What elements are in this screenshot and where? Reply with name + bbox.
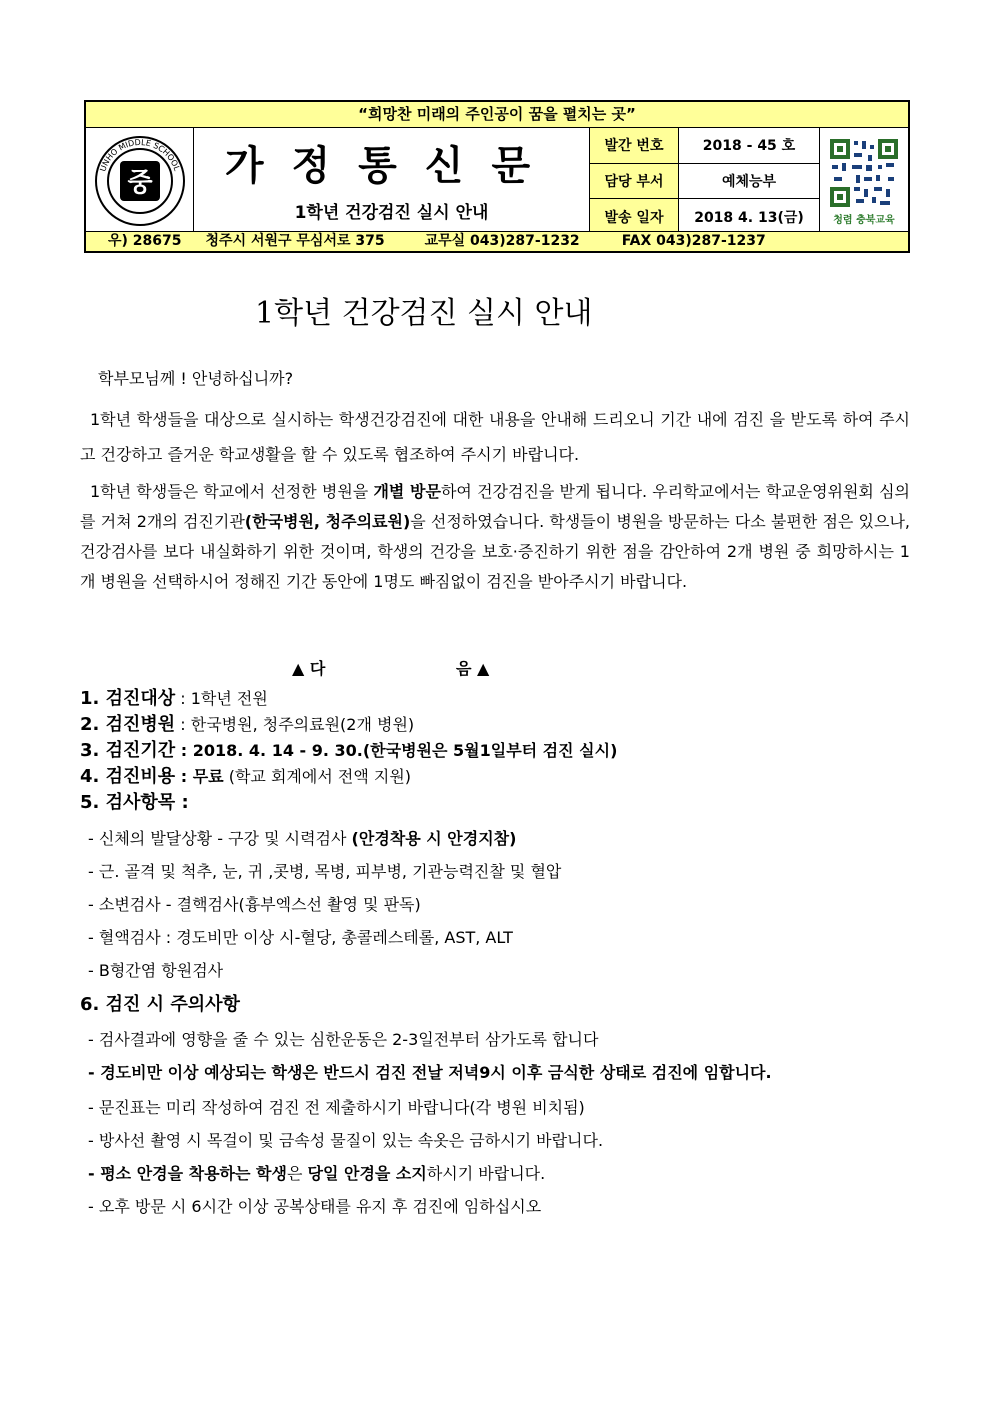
precaution-1: - 검사결과에 영향을 줄 수 있는 심한운동은 2-3일전부터 삼가도록 합니다 [88, 1030, 599, 1049]
school-emblem-icon [92, 133, 188, 229]
body-paragraphs [80, 402, 910, 597]
item-period: 3. 검진기간 : 2018. 4. 14 - 9. 30.(한국병원은 5월1일부터 검진 실시) [80, 740, 618, 761]
check-item-2: - 근. 골격 및 척추, 눈, 귀 ,콧병, 목병, 피부병, 기관능력진찰 및 혈압 [88, 862, 562, 881]
postcode: 우) 28675 [108, 233, 182, 249]
fax-number: FAX 043)287-1237 [621, 233, 766, 249]
check-item-3: - 소변검사 - 결핵검사(흉부엑스선 촬영 및 판독) [88, 895, 421, 914]
check-item-5: - B형간염 항원검사 [88, 961, 224, 980]
issue-number-label: 발간 번호 [590, 128, 679, 163]
precaution-4: - 방사선 촬영 시 목걸이 및 금속성 물질이 있는 속옷은 금하시기 바랍니다. [88, 1131, 604, 1150]
school-logo [86, 128, 194, 234]
newsletter-title: 가정통신문 [224, 142, 559, 189]
precaution-6: - 오후 방문 시 6시간 이상 공복상태를 유지 후 검진에 임하십시오 [88, 1197, 542, 1216]
department-label: 담당 부서 [590, 164, 679, 199]
check-item-4: - 혈액검사 : 경도비만 이상 시-혈당, 총콜레스테롤, AST, ALT [88, 928, 513, 947]
precaution-3: - 문진표는 미리 작성하여 검진 전 제출하시기 바랍니다(각 병원 비치됨) [88, 1098, 585, 1117]
paragraph-1: 1학년 학생들을 대상으로 실시하는 학생건강검진에 대한 내용을 안내해 드리오니 기간 내에 검진 을 받도록 하여 주시고 건강하고 즐거운 학교생활을 할 수 있도록 협조하여 주시기 바랍니다. [80, 410, 910, 464]
office-phone: 교무실 043)287-1232 [424, 233, 580, 249]
issue-info-table [590, 128, 820, 234]
qr-code-icon [828, 137, 900, 209]
check-item-1: - 신체의 발달상황 - 구강 및 시력검사 (안경착용 시 안경지참) [88, 829, 517, 848]
precaution-2: - 경도비만 이상 예상되는 학생은 반드시 검진 전날 저녁9시 이후 금식한 상태로 검진에 임합니다. [88, 1063, 772, 1082]
item-checklist: 5. 검사항목 : [80, 792, 189, 813]
item-precautions: 6. 검진 시 주의사항 [80, 994, 240, 1015]
logo-ring-text: UNHO MIDDLE SCHOOL [97, 137, 181, 173]
newsletter-header [84, 100, 910, 253]
heading-eum: 음 ▲ [456, 659, 490, 678]
issue-number-value: 2018 - 45 호 [679, 128, 820, 163]
heading-da: ▲ 다 [292, 659, 326, 678]
greeting: 학부모님께 ! 안녕하십니까? [98, 369, 294, 388]
send-date-label: 발송 일자 [590, 199, 679, 234]
qr-code [820, 128, 908, 234]
notice-items [80, 686, 920, 1223]
address: 청주시 서원구 무심서로 375 [205, 233, 385, 249]
paragraph-2: 1학년 학생들은 학교에서 선정한 병원을 개별 방문하여 건강검진을 받게 됩니다. 우리학교에서는 학교운영위원회 심의를 거쳐 2개의 검진기관(한국병원, 청주의료원)을 선정하였습니다. 학생들이 병원을 방문하는 다소 불편한 점은 있으나, 건강검사를 보다 내실화하기 위한 것이며, 학생의 건강을 보호·증진하기 위한 점을 감안하여 2개 병원 중 희망하시는 1개 병원을 선택하시어 정해진 기간 동안에 1명도 빠짐없이 검진을 받아주시기 바랍니다. [80, 482, 910, 591]
precaution-5: - 평소 안경을 착용하는 학생은 당일 안경을 소지하시기 바랍니다. [88, 1164, 546, 1183]
slogan: “희망찬 미래의 주인공이 꿈을 펼치는 곳” [86, 102, 908, 128]
document-title: 1학년 건강검진 실시 안내 [255, 296, 593, 331]
department-value: 예체능부 [679, 164, 820, 199]
logo-char: 중 [126, 168, 153, 198]
address-bar [86, 231, 908, 251]
send-date-value: 2018 4. 13(금) [679, 199, 820, 234]
item-target: 1. 검진대상 : 1학년 전원 [80, 688, 268, 709]
item-cost: 4. 검진비용 : 무료 (학교 회계에서 전액 지원) [80, 766, 412, 787]
newsletter-subtitle: 1학년 건강검진 실시 안내 [294, 203, 489, 223]
item-hospitals: 2. 검진병원 : 한국병원, 청주의료원(2개 병원) [80, 714, 415, 735]
qr-caption: 청렴 충북교육 [833, 214, 895, 226]
